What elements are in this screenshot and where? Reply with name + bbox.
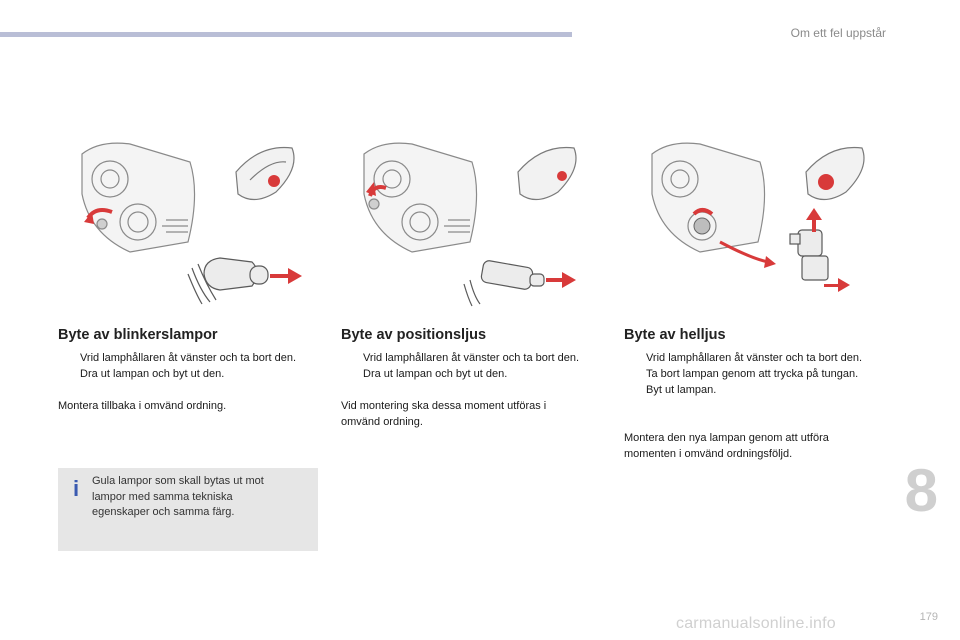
step-item: Vrid lamphållaren åt vänster och ta bort den. — [80, 352, 297, 364]
step-item: Dra ut lampan och byt ut den. — [363, 368, 508, 380]
steps-list-mainbeam — [624, 350, 869, 398]
step-item: Byt ut lampan. — [646, 384, 717, 396]
info-icon: i — [72, 476, 80, 501]
steps-list-position — [341, 350, 586, 382]
page-number: 179 — [919, 611, 938, 623]
watermark: carmanualsonline.info — [676, 615, 836, 632]
section-heading-position: Byte av positionsljus — [341, 327, 487, 343]
section-heading-blinker: Byte av blinkerslampor — [58, 327, 218, 343]
chapter-title: Om ett fel uppstår — [790, 26, 886, 40]
step-item: Dra ut lampan och byt ut den. — [80, 368, 225, 380]
section-heading-mainbeam: Byte av helljus — [624, 327, 726, 343]
chapter-number: 8 — [904, 457, 938, 524]
position-lamp-illustration — [352, 134, 602, 310]
closing-text-position: Vid montering ska dessa moment utföras i omvänd ordning. — [341, 400, 547, 428]
blinker-lamp-illustration — [70, 134, 320, 310]
closing-text-mainbeam: Montera den nya lampan genom att utföra momenten i omvänd ordningsföljd. — [624, 432, 829, 460]
step-item: Vrid lamphållaren åt vänster och ta bort den. — [646, 352, 863, 364]
step-item: Ta bort lampan genom att trycka på tungan. — [646, 368, 859, 380]
steps-list-blinker — [58, 350, 303, 382]
header-rule — [0, 32, 572, 37]
info-box — [58, 468, 318, 551]
closing-text-blinker: Montera tillbaka i omvänd ordning. — [58, 400, 227, 412]
main-beam-illustration — [640, 134, 890, 310]
info-text: Gula lampor som skall bytas ut mot lampor med samma tekniska egenskaper och samma färg. — [92, 475, 264, 518]
step-item: Vrid lamphållaren åt vänster och ta bort den. — [363, 352, 580, 364]
